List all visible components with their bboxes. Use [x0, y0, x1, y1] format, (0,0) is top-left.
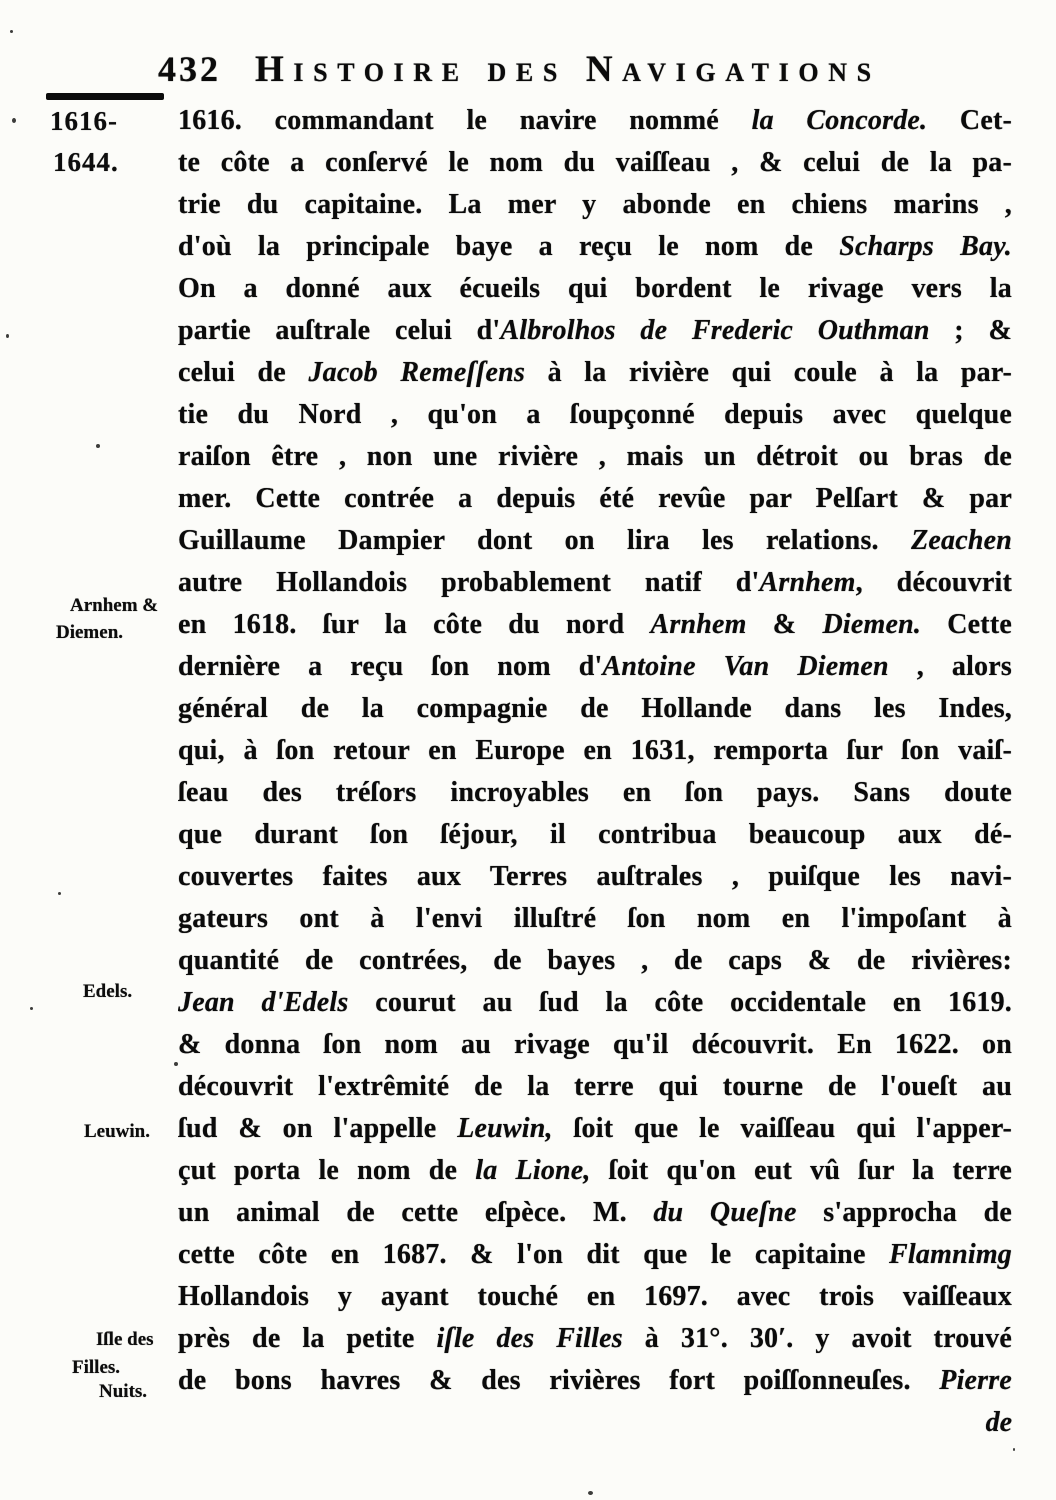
ink-speck — [588, 1491, 593, 1495]
body-lines — [178, 100, 1012, 1402]
text-line: raiſon être , non une rivière , mais un détroit ou bras de — [178, 441, 1012, 472]
ink-speck — [6, 334, 9, 338]
text-line: Hollandois y ayant touché en 1697. avec trois vaiſſeaux — [178, 1281, 1012, 1312]
ink-speck — [96, 444, 100, 448]
text-line: en 1618. ſur la côte du nord Arnhem & Diemen. Cette — [178, 609, 1012, 640]
running-title: Histoire des Navigations — [255, 49, 881, 90]
text-line: & donna ſon nom au rivage qu'il découvrit. En 1622. on — [178, 1029, 1012, 1060]
text-line: partie auſtrale celui d'Albrolhos de Frederic Outhman ; & — [178, 315, 1012, 346]
ink-speck — [10, 30, 13, 33]
text-line: Jean d'Edels courut au ſud la côte occidentale en 1619. — [178, 987, 1012, 1018]
margin-note-years-line1: 1616- — [50, 106, 118, 136]
margin-note-edels: Edels. — [83, 981, 133, 1002]
margin-note-leuwin: Leuwin. — [84, 1121, 150, 1142]
margin-note-isle-line2: Filles. — [72, 1357, 121, 1378]
text-line: découvrit l'extrêmité de la terre qui tourne de l'oueſt au — [178, 1071, 1012, 1102]
text-line: quantité de contrées, de bayes , de caps & de rivières: — [178, 945, 1012, 976]
text-line: général de la compagnie de Hollande dans les Indes, — [178, 693, 1012, 724]
text-line: çut porta le nom de la Lione, ſoit qu'on eut vû ſur la terre — [178, 1155, 1012, 1186]
catchword: de — [985, 1407, 1012, 1438]
margin-note-arnhem-line2: Diemen. — [56, 622, 124, 643]
ink-speck — [58, 892, 61, 895]
text-line: cette côte en 1687. & l'on dit que le capitaine Flamnimg — [178, 1239, 1012, 1270]
text-line: que durant ſon ſéjour, il contribua beaucoup aux dé- — [178, 819, 1012, 850]
ink-speck — [30, 1007, 33, 1010]
text-line: celui de Jacob Remeſſens à la rivière qui coule à la par- — [178, 357, 1012, 388]
text-line: mer. Cette contrée a depuis été revûe par Pelſart & par — [178, 483, 1012, 514]
text-line: qui, à ſon retour en Europe en 1631, remporta ſur ſon vaiſ- — [178, 735, 1012, 766]
ink-speck — [12, 118, 16, 123]
text-line: dernière a reçu ſon nom d'Antoine Van Diemen , alors — [178, 651, 1012, 682]
text-line: un animal de cette eſpèce. M. du Queſne s'approcha de — [178, 1197, 1012, 1228]
margin-rule — [46, 93, 164, 100]
text-line: ſud & on l'appelle Leuwin, ſoit que le vaiſſeau qui l'apper- — [178, 1113, 1012, 1144]
text-line: de bons havres & des rivières fort poiſſonneuſes. Pierre — [178, 1365, 1012, 1396]
margin-note-years-line2: 1644. — [53, 147, 119, 177]
text-line: d'où la principale baye a reçu le nom de Scharps Bay. — [178, 231, 1012, 262]
page-number: 432 — [158, 49, 221, 89]
margin-note-arnhem-line1: Arnhem & — [70, 595, 159, 616]
text-line: gateurs ont à l'envi illuſtré ſon nom en l'impoſant à — [178, 903, 1012, 934]
text-line: autre Hollandois probablement natif d'Arnhem, découvrit — [178, 567, 1012, 598]
text-line: Guillaume Dampier dont on lira les relations. Zeachen — [178, 525, 1012, 556]
ink-speck — [1013, 1448, 1015, 1451]
ink-speck — [174, 1062, 178, 1066]
text-line: te côte a conſervé le nom du vaiſſeau , & celui de la pa- — [178, 147, 1012, 178]
margin-note-nuits: Nuits. — [99, 1381, 148, 1402]
text-line: 1616. commandant le navire nommé la Concorde. Cet- — [178, 105, 1012, 136]
text-line: trie du capitaine. La mer y abonde en chiens marins , — [178, 189, 1012, 220]
text-line: tie du Nord , qu'on a ſoupçonné depuis avec quelque — [178, 399, 1012, 430]
text-line: ſeau des tréſors incroyables en ſon pays. Sans doute — [178, 777, 1012, 808]
text-line: couvertes faites aux Terres auſtrales , puiſque les navi- — [178, 861, 1012, 892]
page-header — [158, 48, 1016, 91]
text-line: On a donné aux écueils qui bordent le rivage vers la — [178, 273, 1012, 304]
text-line: près de la petite iſle des Filles à 31°. 30′. y avoit trouvé — [178, 1323, 1012, 1354]
margin-note-isle-line1: Iſle des — [96, 1329, 154, 1350]
